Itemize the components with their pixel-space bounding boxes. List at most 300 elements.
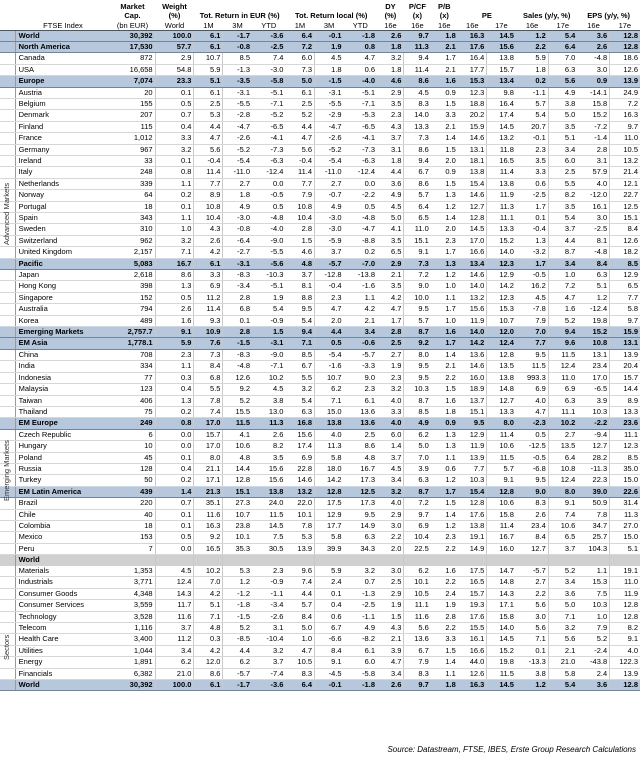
table-cell: 50 [110,475,155,486]
table-cell: 5.9 [516,53,548,64]
table-cell: 23.3 [155,76,194,87]
header-pcf: P/CF (x) [404,0,431,20]
table-cell: 8.1 [285,281,314,292]
table-cell: 9.0 [516,486,548,497]
table-cell: 15.8 [577,98,609,109]
table-cell: 155 [110,98,155,109]
table-cell: 7.2 [404,270,431,281]
table-cell: 128 [110,463,155,474]
table-cell: 334 [110,361,155,372]
subheader-cell: 16e [377,20,404,30]
table-cell: 12.8 [315,486,344,497]
table-cell: 0.7 [155,110,194,121]
table-cell: 12.7 [487,395,516,406]
table-cell: 16.7 [155,258,194,269]
table-cell: 5.1 [194,76,223,87]
table-cell: 7.3 [404,258,431,269]
table-cell: 10.6 [487,441,516,452]
table-cell: 6.2 [404,429,431,440]
table-cell: 3.0 [377,520,404,531]
table-cell: -3.0 [223,213,252,224]
table-cell: 22.0 [285,498,314,509]
table-cell: 12.8 [487,486,516,497]
table-cell: 7.8 [577,509,609,520]
row-label: Czech Republic [15,429,110,440]
table-cell: 7.0 [194,577,223,588]
table-cell: 5.4 [516,110,548,121]
table-cell: 17,530 [110,41,155,52]
table-cell: 1.7 [431,247,458,258]
table-cell: 9.4 [548,327,577,338]
table-cell: 16.6 [458,645,487,656]
table-row [0,645,640,656]
table-cell: 35.3 [223,543,252,554]
table-cell: 17.6 [458,41,487,52]
table-cell: 18.6 [610,53,640,64]
table-cell: 9.5 [458,418,487,429]
row-label: Utilities [15,645,110,656]
table-cell: -2.3 [516,418,548,429]
table-cell: -8.3 [223,270,252,281]
table-cell: 15.1 [610,213,640,224]
table-cell: 13.3 [404,121,431,132]
row-label: World [15,30,110,41]
table-cell: -1.8 [344,30,377,41]
table-cell: 100.0 [155,30,194,41]
table-cell: 4.0 [610,645,640,656]
subheader-cell: 16e [577,20,609,30]
table-cell: 7 [110,543,155,554]
table-cell: 12.5 [344,486,377,497]
table-cell: 0.6 [516,178,548,189]
row-label: Taiwan [15,395,110,406]
table-cell: -1.5 [223,611,252,622]
table-cell: 3,559 [110,600,155,611]
table-cell: 2.5 [285,98,314,109]
table-cell: 7.4 [194,406,223,417]
table-cell: 8.0 [194,452,223,463]
table-cell [252,555,285,566]
table-cell: 8.5 [404,406,431,417]
table-cell: 3.0 [577,213,609,224]
table-cell: 17.3 [344,475,377,486]
table-cell: -8.5 [223,634,252,645]
table-cell: 9.5 [516,349,548,360]
table-cell: 9.1 [487,475,516,486]
table-cell: 23.6 [610,418,640,429]
table-cell: 4.4 [223,645,252,656]
table-cell: 14.0 [458,327,487,338]
table-cell: 7.5 [252,532,285,543]
table-cell: 0.1 [155,509,194,520]
table-cell: 1.8 [223,190,252,201]
table-cell: 6.4 [548,41,577,52]
table-cell: 6.0 [344,657,377,668]
table-cell: 4.0 [315,429,344,440]
table-cell: 11.1 [404,600,431,611]
table-cell: 4.7 [344,53,377,64]
table-cell: 5.5 [548,178,577,189]
row-label: Australia [15,304,110,315]
table-cell: 12.6 [610,235,640,246]
table-cell: 6.9 [194,281,223,292]
table-cell: 10.3 [458,475,487,486]
table-cell: 0.1 [155,155,194,166]
table-cell: 6.4 [404,201,431,212]
table-cell: 30.5 [252,543,285,554]
table-cell: -6.4 [223,235,252,246]
table-cell: 3.4 [377,668,404,679]
table-cell: 5.0 [377,213,404,224]
table-cell: 6.5 [610,281,640,292]
table-cell: 8.6 [155,270,194,281]
table-cell: -5.7 [223,668,252,679]
table-cell [155,555,194,566]
table-cell: 122.3 [610,657,640,668]
table-cell: 6.4 [548,452,577,463]
table-cell: 2.0 [377,543,404,554]
table-cell: 3.1 [252,623,285,634]
table-cell [487,555,516,566]
table-cell: 1.9 [252,292,285,303]
table-cell: 21.1 [194,463,223,474]
table-cell: 3.2 [285,384,314,395]
table-cell: 1.5 [377,611,404,622]
table-cell: 1.6 [155,315,194,326]
group-gutter [0,292,15,303]
table-cell: 11.3 [404,41,431,52]
table-cell: 14.8 [487,384,516,395]
table-cell: 64 [110,190,155,201]
table-cell: 14.4 [223,463,252,474]
table-cell: 11.1 [487,213,516,224]
table-cell: 77 [110,372,155,383]
subheader-cell: 1M [285,20,314,30]
group-gutter [0,509,15,520]
table-cell: 5.4 [548,213,577,224]
row-label: Financials [15,668,110,679]
table-cell: -4.1 [344,133,377,144]
table-cell: 1.4 [431,133,458,144]
row-label: India [15,361,110,372]
table-cell: 2.1 [344,315,377,326]
group-label-sectors: Sectors [2,634,11,660]
table-cell: 17.6 [458,509,487,520]
table-cell: 13.9 [285,543,314,554]
table-cell: 11.1 [548,406,577,417]
table-row [0,247,640,258]
table-cell: 1.5 [431,98,458,109]
group-gutter [0,600,15,611]
table-cell: 3.7 [252,657,285,668]
row-label: EM Latin America [15,486,110,497]
table-cell: 4.5 [516,292,548,303]
table-cell: 15.6 [252,463,285,474]
table-cell: 1,044 [110,645,155,656]
table-cell: 20.2 [458,110,487,121]
table-cell: 30,392 [110,30,155,41]
table-row [0,668,640,679]
table-cell: 2.9 [377,509,404,520]
table-cell: 6,382 [110,668,155,679]
group-gutter [0,53,15,64]
table-cell: 17.6 [458,611,487,622]
row-label: Mexico [15,532,110,543]
table-cell: 15.7 [487,64,516,75]
table-cell: 17.4 [487,110,516,121]
table-cell: 9.7 [610,315,640,326]
table-cell: 3.2 [155,235,194,246]
table-cell: 1.1 [431,668,458,679]
table-cell: 14.6 [458,133,487,144]
table-cell: 5.9 [155,338,194,349]
table-cell: 5.6 [285,144,314,155]
table-cell: 6.7 [404,167,431,178]
table-cell: 9.3 [194,315,223,326]
table-row [0,98,640,109]
table-cell: 9.2 [194,532,223,543]
table-cell: 3.6 [548,588,577,599]
table-cell: 3.4 [548,577,577,588]
table-cell: 13.3 [610,406,640,417]
table-cell: 11.9 [487,190,516,201]
table-cell: 100.0 [155,680,194,691]
table-cell: 6.1 [194,41,223,52]
group-gutter [0,247,15,258]
table-cell: 4.5 [155,566,194,577]
table-cell: 3.8 [548,98,577,109]
table-cell: -6.5 [577,384,609,395]
table-cell: 17.0 [194,418,223,429]
table-cell: 1.5 [431,144,458,155]
table-cell: 15.0 [315,406,344,417]
table-cell: -5.1 [344,87,377,98]
table-cell: 6.7 [404,645,431,656]
table-cell: 2,618 [110,270,155,281]
table-cell: 0.2 [155,475,194,486]
table-cell: 17.4 [285,441,314,452]
table-cell: 1.9 [377,600,404,611]
table-cell: 13.1 [610,338,640,349]
table-cell: 21.0 [155,668,194,679]
table-cell: 0.0 [155,429,194,440]
table-cell: -5.5 [315,98,344,109]
table-cell: 11.4 [487,429,516,440]
group-gutter [0,270,15,281]
section-header-row [0,555,640,566]
table-cell: -5.4 [315,349,344,360]
table-cell: -5.4 [223,155,252,166]
table-cell: 4.4 [377,167,404,178]
table-cell: 5.0 [548,600,577,611]
table-cell: 15.3 [458,76,487,87]
header-weight: Weight (%) [155,0,194,20]
table-cell: 1.8 [377,41,404,52]
table-cell: 1.8 [377,64,404,75]
table-cell: -2.6 [252,611,285,622]
table-cell: -11.0 [315,167,344,178]
table-cell: 24.9 [610,87,640,98]
table-cell: 10.3 [577,406,609,417]
table-cell: 13.6 [458,349,487,360]
table-cell: 967 [110,144,155,155]
header-sales: Sales (y/y, %) [516,0,577,20]
table-cell: 6.3 [548,64,577,75]
table-cell: 4.1 [377,224,404,235]
table-cell: 1.0 [285,634,314,645]
table-cell: 3.0 [516,611,548,622]
table-cell: 7.3 [285,64,314,75]
table-cell: 3.8 [252,395,285,406]
group-gutter [0,304,15,315]
table-row [0,133,640,144]
table-cell: 7.2 [548,281,577,292]
table-cell: 0.4 [315,600,344,611]
table-cell: 14.6 [458,361,487,372]
table-cell: 0.9 [431,418,458,429]
table-cell: 1.9 [377,361,404,372]
table-cell: 16.7 [487,532,516,543]
table-cell: 10.8 [194,201,223,212]
table-cell: 11.6 [404,611,431,622]
table-cell: 1.5 [431,498,458,509]
table-cell: 9.5 [404,372,431,383]
table-cell: -5.2 [223,144,252,155]
table-cell: -3.6 [252,680,285,691]
table-cell: 3.7 [377,452,404,463]
table-cell: 12.9 [458,429,487,440]
table-cell: 1.2 [577,292,609,303]
table-cell: 1.8 [377,155,404,166]
row-label: France [15,133,110,144]
table-cell: -5.4 [315,155,344,166]
table-cell: 9.5 [404,304,431,315]
table-cell: 1.1 [155,178,194,189]
table-cell: 2.3 [377,372,404,383]
table-cell: 15.2 [577,110,609,121]
table-cell: -12.5 [516,441,548,452]
table-cell: 6.3 [577,270,609,281]
table-cell: 11.4 [285,167,314,178]
table-cell: 9.1 [404,247,431,258]
table-cell: 8.3 [516,498,548,509]
table-cell: 2.1 [431,361,458,372]
table-cell: 5.2 [548,566,577,577]
table-cell: 4.9 [315,201,344,212]
table-cell: 1.7 [377,315,404,326]
table-row [0,121,640,132]
table-cell: 2.8 [431,611,458,622]
table-cell: 11.5 [516,361,548,372]
table-cell: 4,348 [110,588,155,599]
table-row [0,429,640,440]
table-cell: 13.8 [252,486,285,497]
table-cell: 22.5 [404,543,431,554]
table-cell: 7.3 [404,133,431,144]
table-cell: 13.8 [487,372,516,383]
table-cell: 3.2 [377,53,404,64]
table-cell: 5.1 [610,543,640,554]
table-row [0,577,640,588]
table-cell: 4.0 [516,395,548,406]
table-cell: 10.3 [577,600,609,611]
table-body [0,30,640,691]
table-cell: 3.4 [155,645,194,656]
table-cell: 5.6 [548,634,577,645]
table-cell: 3.1 [577,155,609,166]
table-cell: 7.9 [577,623,609,634]
table-cell: 2.6 [252,429,285,440]
table-cell: 12.6 [458,668,487,679]
table-cell: 10.4 [194,213,223,224]
table-cell: 6.1 [194,258,223,269]
table-cell: 3.3 [155,133,194,144]
table-cell: 4.4 [548,235,577,246]
table-cell: 12.9 [610,270,640,281]
table-cell: 6.1 [194,30,223,41]
table-row [0,110,640,121]
table-cell: -1.3 [223,64,252,75]
table-cell: -2.2 [344,190,377,201]
table-cell: -5.7 [516,566,548,577]
table-cell: -7.8 [516,304,548,315]
table-cell: 1.3 [431,441,458,452]
table-cell: 19.1 [610,566,640,577]
table-cell: 4.7 [377,657,404,668]
table-cell: 15.2 [487,645,516,656]
table-cell: 4.2 [194,247,223,258]
row-label: Canada [15,53,110,64]
table-cell: 14.0 [487,623,516,634]
row-label: Italy [15,167,110,178]
table-cell: 794 [110,304,155,315]
table-cell: 4.7 [548,292,577,303]
group-gutter [0,520,15,531]
table-cell: 5.2 [223,395,252,406]
table-cell: 5.0 [285,623,314,634]
table-row [0,623,640,634]
table-cell: 1.7 [431,53,458,64]
table-cell: 1.2 [431,520,458,531]
table-cell: 0.8 [155,167,194,178]
group-gutter [0,680,15,691]
table-cell: 14.5 [252,520,285,531]
table-cell: 11.4 [487,167,516,178]
table-cell: -5.3 [344,110,377,121]
table-cell: 5.2 [577,634,609,645]
table-cell: -0.4 [315,281,344,292]
table-cell: -9.0 [252,349,285,360]
table-cell: 6.0 [548,155,577,166]
table-cell: 7.7 [285,178,314,189]
table-cell: 21.4 [610,167,640,178]
table-cell: 7.5 [577,588,609,599]
table-cell: 15.6 [458,304,487,315]
aggregate-row [0,258,640,269]
table-cell: 11.8 [487,144,516,155]
table-cell: 0.2 [155,190,194,201]
table-cell: 4.8 [223,452,252,463]
table-cell: -5.8 [252,76,285,87]
row-label: Hungary [15,441,110,452]
header-return-eur: Tot. Return in EUR (%) [194,0,286,20]
table-row [0,178,640,189]
table-cell: -3.1 [315,87,344,98]
table-cell: 10.5 [610,144,640,155]
table-cell: 14.6 [458,190,487,201]
table-cell: -1.7 [223,30,252,41]
table-cell: 248 [110,167,155,178]
